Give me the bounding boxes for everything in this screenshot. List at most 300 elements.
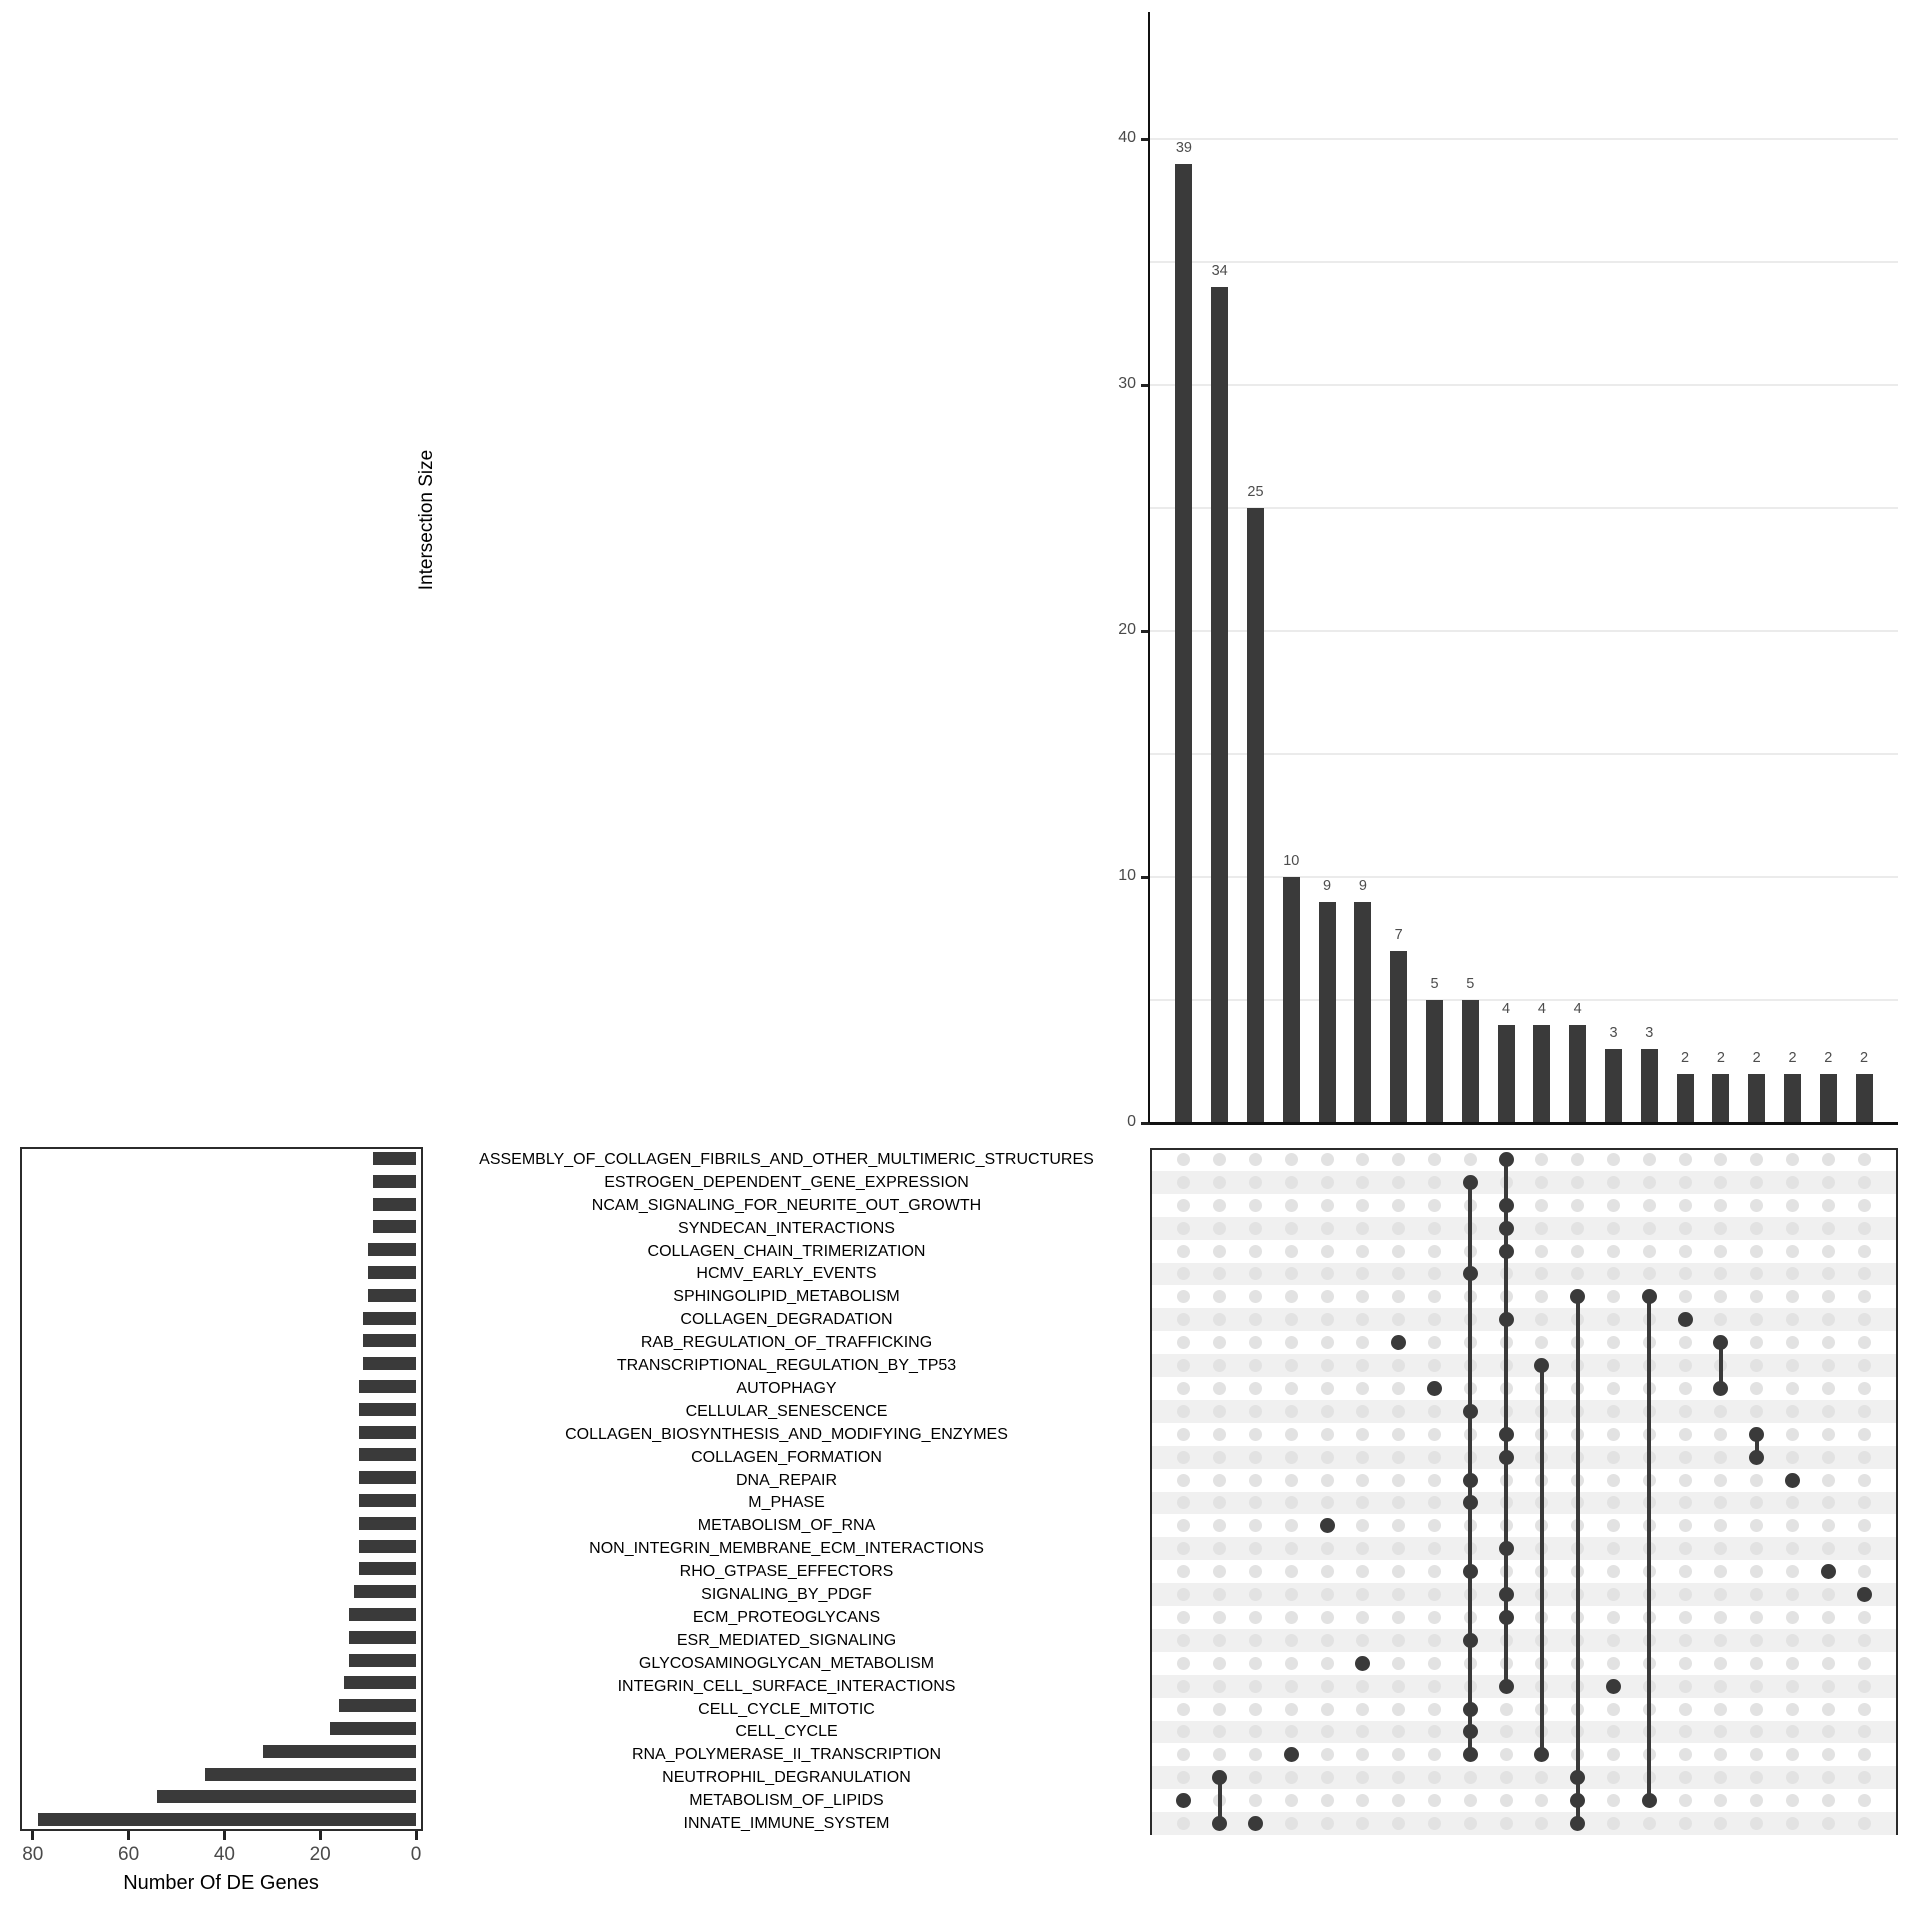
matrix-dot xyxy=(1464,1153,1477,1166)
set-label: METABOLISM_OF_RNA xyxy=(697,1517,876,1535)
matrix-dot xyxy=(1321,1313,1334,1326)
set-label: SPHINGOLIPID_METABOLISM xyxy=(673,1288,900,1306)
matrix-dot xyxy=(1679,1680,1692,1693)
matrix-dot xyxy=(1858,1725,1871,1738)
matrix-dot xyxy=(1249,1382,1262,1395)
set-size-bar xyxy=(38,1813,416,1826)
intersection-bar-value: 9 xyxy=(1358,877,1367,894)
set-size-bar xyxy=(368,1243,416,1256)
matrix-dot xyxy=(1750,1222,1763,1235)
matrix-dot xyxy=(1858,1748,1871,1761)
matrix-dot xyxy=(1822,1405,1835,1418)
set-label: COLLAGEN_FORMATION xyxy=(691,1448,882,1466)
matrix-dot xyxy=(1679,1794,1692,1807)
intersection-bar xyxy=(1354,902,1371,1123)
matrix-dot xyxy=(1356,1680,1369,1693)
matrix-dot xyxy=(1750,1245,1763,1258)
matrix-dot-filled xyxy=(1499,1198,1514,1213)
matrix-dot xyxy=(1679,1267,1692,1280)
matrix-dot xyxy=(1321,1222,1334,1235)
matrix-dot-filled xyxy=(1749,1450,1764,1465)
matrix-dot xyxy=(1428,1588,1441,1601)
set-label: NEUTROPHIL_DEGRANULATION xyxy=(662,1769,911,1787)
matrix-dot xyxy=(1321,1290,1334,1303)
intersection-bar xyxy=(1605,1049,1622,1123)
matrix-dot-filled xyxy=(1248,1816,1263,1831)
matrix-dot xyxy=(1285,1474,1298,1487)
matrix-dot xyxy=(1500,1771,1513,1784)
matrix-dot xyxy=(1213,1451,1226,1464)
matrix-dot xyxy=(1249,1680,1262,1693)
matrix-dot xyxy=(1249,1611,1262,1624)
matrix-dot xyxy=(1392,1405,1405,1418)
matrix-dot xyxy=(1858,1428,1871,1441)
matrix-dot xyxy=(1285,1222,1298,1235)
matrix-dot xyxy=(1356,1451,1369,1464)
matrix-dot xyxy=(1786,1359,1799,1372)
matrix-dot-filled xyxy=(1463,1633,1478,1648)
matrix-dot xyxy=(1679,1703,1692,1716)
matrix-dot xyxy=(1786,1588,1799,1601)
matrix-dot xyxy=(1428,1405,1441,1418)
matrix-dot xyxy=(1822,1542,1835,1555)
matrix-dot xyxy=(1285,1153,1298,1166)
matrix-dot xyxy=(1321,1542,1334,1555)
matrix-dot xyxy=(1321,1405,1334,1418)
matrix-dot-filled xyxy=(1499,1152,1514,1167)
matrix-dot xyxy=(1500,1817,1513,1830)
matrix-dot xyxy=(1177,1703,1190,1716)
matrix-dot xyxy=(1643,1245,1656,1258)
matrix-dot xyxy=(1428,1153,1441,1166)
matrix-dot xyxy=(1249,1451,1262,1464)
set-label: SYNDECAN_INTERACTIONS xyxy=(678,1219,895,1237)
set-size-bar xyxy=(359,1471,416,1484)
matrix-dot xyxy=(1822,1313,1835,1326)
matrix-dot xyxy=(1428,1817,1441,1830)
set-size-bar xyxy=(373,1152,416,1165)
set-label: GLYCOSAMINOGLYCAN_METABOLISM xyxy=(638,1654,935,1672)
matrix-dot xyxy=(1786,1222,1799,1235)
matrix-dot xyxy=(1786,1451,1799,1464)
matrix-dot xyxy=(1679,1817,1692,1830)
matrix-dot xyxy=(1607,1382,1620,1395)
matrix-dot xyxy=(1786,1703,1799,1716)
matrix-dot xyxy=(1643,1222,1656,1235)
matrix-dot xyxy=(1786,1657,1799,1670)
x-axis-tick xyxy=(319,1831,322,1840)
set-size-bar xyxy=(359,1448,416,1461)
intersection-bar-value: 10 xyxy=(1283,853,1300,869)
set-size-bar xyxy=(359,1540,416,1553)
matrix-dot xyxy=(1285,1336,1298,1349)
matrix-dot xyxy=(1213,1428,1226,1441)
matrix-dot xyxy=(1607,1657,1620,1670)
matrix-dot xyxy=(1679,1657,1692,1670)
intersection-bar xyxy=(1856,1074,1873,1123)
matrix-dot-filled xyxy=(1749,1427,1764,1442)
matrix-dot xyxy=(1321,1794,1334,1807)
matrix-dot xyxy=(1177,1451,1190,1464)
y-axis-tick-label: 10 xyxy=(1118,867,1136,884)
matrix-dot xyxy=(1714,1680,1727,1693)
matrix-connector-line xyxy=(1647,1297,1651,1801)
set-label: AUTOPHAGY xyxy=(736,1379,837,1397)
matrix-dot xyxy=(1392,1245,1405,1258)
matrix-dot xyxy=(1822,1245,1835,1258)
matrix-dot xyxy=(1285,1451,1298,1464)
matrix-dot-filled xyxy=(1463,1564,1478,1579)
matrix-dot xyxy=(1679,1405,1692,1418)
matrix-dot xyxy=(1464,1794,1477,1807)
x-axis-tick xyxy=(415,1831,418,1840)
matrix-dot xyxy=(1858,1451,1871,1464)
matrix-dot xyxy=(1571,1199,1584,1212)
y-axis-tick-label: 30 xyxy=(1118,375,1136,392)
set-label: ASSEMBLY_OF_COLLAGEN_FIBRILS_AND_OTHER_MULTIMERIC_STRUCTURES xyxy=(479,1150,1094,1168)
matrix-dot xyxy=(1285,1382,1298,1395)
matrix-dot xyxy=(1679,1771,1692,1784)
matrix-dot xyxy=(1858,1382,1871,1395)
matrix-dot xyxy=(1858,1496,1871,1509)
matrix-dot xyxy=(1321,1634,1334,1647)
set-label: CELL_CYCLE_MITOTIC xyxy=(698,1700,875,1718)
matrix-dot xyxy=(1786,1245,1799,1258)
set-label: NON_INTEGRIN_MEMBRANE_ECM_INTERACTIONS xyxy=(589,1540,984,1558)
matrix-dot-filled xyxy=(1463,1175,1478,1190)
matrix-dot xyxy=(1500,1748,1513,1761)
matrix-dot xyxy=(1786,1680,1799,1693)
matrix-dot xyxy=(1571,1245,1584,1258)
set-size-bar xyxy=(344,1676,416,1689)
matrix-dot xyxy=(1822,1680,1835,1693)
matrix-dot xyxy=(1786,1153,1799,1166)
intersection-bar-value: 2 xyxy=(1788,1049,1797,1066)
matrix-dot xyxy=(1177,1245,1190,1258)
set-size-bar xyxy=(354,1585,416,1598)
matrix-dot xyxy=(1858,1290,1871,1303)
matrix-dot xyxy=(1607,1817,1620,1830)
set-label: NCAM_SIGNALING_FOR_NEURITE_OUT_GROWTH xyxy=(591,1196,982,1214)
matrix-dot xyxy=(1858,1680,1871,1693)
set-label: ESTROGEN_DEPENDENT_GENE_EXPRESSION xyxy=(604,1173,969,1191)
matrix-dot xyxy=(1285,1703,1298,1716)
matrix-dot xyxy=(1858,1153,1871,1166)
matrix-dot xyxy=(1858,1245,1871,1258)
matrix-dot xyxy=(1679,1474,1692,1487)
matrix-dot xyxy=(1285,1657,1298,1670)
set-size-bar xyxy=(359,1562,416,1575)
matrix-dot xyxy=(1213,1703,1226,1716)
matrix-dot xyxy=(1249,1703,1262,1716)
set-size-bar xyxy=(363,1334,416,1347)
intersection-axis-title: Intersection Size xyxy=(416,449,437,591)
matrix-row-stripe xyxy=(1152,1400,1896,1423)
matrix-dot xyxy=(1249,1245,1262,1258)
matrix-dot xyxy=(1679,1222,1692,1235)
y-axis-line xyxy=(1148,12,1150,1123)
matrix-dot xyxy=(1714,1451,1727,1464)
x-axis-tick-label: 80 xyxy=(22,1844,44,1865)
matrix-dot xyxy=(1428,1680,1441,1693)
matrix-dot xyxy=(1321,1496,1334,1509)
matrix-dot xyxy=(1392,1657,1405,1670)
matrix-row-stripe xyxy=(1152,1583,1896,1606)
intersection-bar-value: 2 xyxy=(1860,1049,1869,1066)
matrix-dot xyxy=(1321,1703,1334,1716)
matrix-dot xyxy=(1858,1542,1871,1555)
matrix-dot xyxy=(1679,1565,1692,1578)
set-size-bar xyxy=(359,1380,416,1393)
set-size-bar xyxy=(339,1699,416,1712)
matrix-dot xyxy=(1858,1405,1871,1418)
matrix-dot xyxy=(1285,1359,1298,1372)
matrix-connector-line xyxy=(1504,1159,1508,1686)
matrix-dot xyxy=(1750,1199,1763,1212)
set-label: METABOLISM_OF_LIPIDS xyxy=(689,1792,884,1810)
matrix-dot xyxy=(1249,1474,1262,1487)
x-axis-tick xyxy=(31,1831,34,1840)
matrix-dot xyxy=(1858,1771,1871,1784)
matrix-dot xyxy=(1321,1657,1334,1670)
intersection-bar-value: 2 xyxy=(1716,1049,1725,1066)
set-size-bar xyxy=(359,1517,416,1530)
matrix-dot xyxy=(1858,1267,1871,1280)
matrix-dot xyxy=(1822,1611,1835,1624)
matrix-dot xyxy=(1285,1542,1298,1555)
matrix-dot xyxy=(1213,1474,1226,1487)
set-axis-title: Number Of DE Genes xyxy=(123,1872,319,1894)
matrix-dot xyxy=(1822,1771,1835,1784)
matrix-dot xyxy=(1249,1657,1262,1670)
matrix-dot xyxy=(1392,1474,1405,1487)
intersection-bar xyxy=(1211,287,1228,1123)
matrix-dot xyxy=(1679,1336,1692,1349)
intersection-bar xyxy=(1677,1074,1694,1123)
matrix-dot xyxy=(1428,1657,1441,1670)
matrix-dot xyxy=(1858,1313,1871,1326)
matrix-dot xyxy=(1822,1336,1835,1349)
matrix-dot xyxy=(1607,1405,1620,1418)
matrix-dot xyxy=(1321,1176,1334,1189)
set-label: INTEGRIN_CELL_SURFACE_INTERACTIONS xyxy=(617,1677,956,1695)
matrix-dot xyxy=(1750,1634,1763,1647)
matrix-dot xyxy=(1213,1222,1226,1235)
intersection-bar xyxy=(1533,1025,1550,1123)
matrix-dot xyxy=(1428,1176,1441,1189)
set-size-bar xyxy=(373,1198,416,1211)
matrix-dot xyxy=(1356,1222,1369,1235)
matrix-dot xyxy=(1858,1474,1871,1487)
matrix-dot-filled xyxy=(1463,1404,1478,1419)
matrix-dot xyxy=(1822,1359,1835,1372)
matrix-dot xyxy=(1858,1794,1871,1807)
set-size-bar xyxy=(363,1357,416,1370)
x-axis-line xyxy=(1150,1122,1898,1125)
matrix-dot-filled xyxy=(1499,1221,1514,1236)
matrix-dot xyxy=(1607,1153,1620,1166)
matrix-dot xyxy=(1858,1519,1871,1532)
matrix-dot xyxy=(1858,1176,1871,1189)
matrix-dot xyxy=(1714,1222,1727,1235)
set-label: CELLULAR_SENESCENCE xyxy=(685,1402,888,1420)
matrix-dot xyxy=(1392,1199,1405,1212)
matrix-dot xyxy=(1822,1451,1835,1464)
matrix-dot xyxy=(1249,1153,1262,1166)
matrix-dot xyxy=(1750,1176,1763,1189)
matrix-dot xyxy=(1822,1474,1835,1487)
set-label: COLLAGEN_BIOSYNTHESIS_AND_MODIFYING_ENZYMES xyxy=(565,1425,1008,1443)
intersection-bar xyxy=(1498,1025,1515,1123)
set-size-bar xyxy=(330,1722,416,1735)
set-size-bar xyxy=(359,1494,416,1507)
gridline xyxy=(1150,384,1898,386)
matrix-dot xyxy=(1213,1405,1226,1418)
matrix-dot xyxy=(1822,1634,1835,1647)
matrix-dot xyxy=(1822,1657,1835,1670)
matrix-dot xyxy=(1679,1451,1692,1464)
matrix-dot xyxy=(1858,1199,1871,1212)
set-size-bar xyxy=(349,1608,416,1621)
matrix-dot xyxy=(1392,1680,1405,1693)
matrix-row-stripe xyxy=(1152,1446,1896,1469)
matrix-dot xyxy=(1822,1428,1835,1441)
intersection-bar xyxy=(1247,508,1264,1123)
matrix-dot xyxy=(1177,1222,1190,1235)
matrix-dot xyxy=(1321,1382,1334,1395)
matrix-dot xyxy=(1822,1153,1835,1166)
matrix-dot xyxy=(1285,1176,1298,1189)
matrix-dot xyxy=(1679,1611,1692,1624)
matrix-dot-filled xyxy=(1499,1450,1514,1465)
matrix-dot xyxy=(1607,1474,1620,1487)
matrix-dot xyxy=(1356,1703,1369,1716)
intersection-bar xyxy=(1426,1000,1443,1123)
matrix-dot xyxy=(1321,1725,1334,1738)
matrix-dot xyxy=(1321,1451,1334,1464)
intersection-bar xyxy=(1319,902,1336,1123)
x-axis-tick xyxy=(223,1831,226,1840)
matrix-dot xyxy=(1858,1359,1871,1372)
matrix-dot xyxy=(1249,1428,1262,1441)
set-label: HCMV_EARLY_EVENTS xyxy=(696,1265,877,1283)
matrix-dot xyxy=(1321,1267,1334,1280)
intersection-bar xyxy=(1712,1074,1729,1123)
matrix-dot xyxy=(1213,1634,1226,1647)
matrix-dot xyxy=(1822,1817,1835,1830)
matrix-row-stripe xyxy=(1152,1308,1896,1331)
intersection-bar-value: 7 xyxy=(1394,926,1403,943)
matrix-dot xyxy=(1679,1176,1692,1189)
matrix-dot xyxy=(1285,1817,1298,1830)
matrix-connector-line xyxy=(1576,1297,1580,1824)
matrix-dot xyxy=(1213,1199,1226,1212)
x-axis-tick-label: 40 xyxy=(213,1844,235,1865)
matrix-dot xyxy=(1679,1519,1692,1532)
matrix-dot xyxy=(1643,1176,1656,1189)
matrix-dot xyxy=(1679,1634,1692,1647)
intersection-bar-value: 5 xyxy=(1430,976,1439,992)
matrix-dot xyxy=(1786,1176,1799,1189)
set-label: M_PHASE xyxy=(748,1494,825,1512)
intersection-bar-value: 2 xyxy=(1681,1049,1690,1066)
set-label: COLLAGEN_CHAIN_TRIMERIZATION xyxy=(647,1242,926,1260)
matrix-dot xyxy=(1750,1680,1763,1693)
matrix-dot xyxy=(1679,1725,1692,1738)
matrix-dot xyxy=(1750,1474,1763,1487)
intersection-bar xyxy=(1748,1074,1765,1123)
set-label: SIGNALING_BY_PDGF xyxy=(701,1586,872,1604)
matrix-dot xyxy=(1858,1611,1871,1624)
matrix-dot xyxy=(1321,1359,1334,1372)
matrix-dot xyxy=(1679,1245,1692,1258)
set-label: ESR_MEDIATED_SIGNALING xyxy=(676,1631,897,1649)
matrix-dot xyxy=(1428,1703,1441,1716)
y-axis-tick-label: 20 xyxy=(1118,621,1136,638)
matrix-dot xyxy=(1392,1176,1405,1189)
intersection-bar xyxy=(1390,951,1407,1123)
matrix-dot xyxy=(1392,1428,1405,1441)
matrix-dot xyxy=(1822,1176,1835,1189)
matrix-dot-filled xyxy=(1606,1679,1621,1694)
matrix-row-stripe xyxy=(1152,1721,1896,1744)
matrix-dot xyxy=(1607,1359,1620,1372)
set-label: RHO_GTPASE_EFFECTORS xyxy=(679,1563,894,1581)
matrix-dot xyxy=(1285,1611,1298,1624)
matrix-dot xyxy=(1285,1313,1298,1326)
matrix-dot-filled xyxy=(1427,1381,1442,1396)
matrix-row-stripe xyxy=(1152,1263,1896,1286)
matrix-dot xyxy=(1679,1199,1692,1212)
intersection-bar xyxy=(1283,877,1300,1123)
set-label: COLLAGEN_DEGRADATION xyxy=(680,1311,893,1329)
matrix-dot xyxy=(1428,1451,1441,1464)
matrix-dot xyxy=(1464,1771,1477,1784)
matrix-dot xyxy=(1321,1680,1334,1693)
matrix-dot-filled xyxy=(1785,1473,1800,1488)
matrix-dot xyxy=(1607,1245,1620,1258)
matrix-dot xyxy=(1750,1703,1763,1716)
matrix-dot xyxy=(1428,1611,1441,1624)
intersection-bar-value: 4 xyxy=(1573,1000,1582,1017)
matrix-dot xyxy=(1213,1176,1226,1189)
matrix-dot xyxy=(1249,1359,1262,1372)
y-axis-tick-label: 40 xyxy=(1118,129,1136,146)
matrix-dot xyxy=(1285,1428,1298,1441)
matrix-dot xyxy=(1858,1222,1871,1235)
matrix-dot xyxy=(1321,1153,1334,1166)
matrix-row-stripe xyxy=(1152,1766,1896,1789)
matrix-dot xyxy=(1428,1222,1441,1235)
matrix-dot xyxy=(1285,1199,1298,1212)
matrix-dot xyxy=(1285,1680,1298,1693)
intersection-bar-value: 5 xyxy=(1466,976,1475,992)
matrix-dot xyxy=(1714,1474,1727,1487)
matrix-dot xyxy=(1643,1817,1656,1830)
matrix-dot xyxy=(1321,1588,1334,1601)
matrix-dot xyxy=(1249,1588,1262,1601)
intersection-bar xyxy=(1462,1000,1479,1123)
set-label: DNA_REPAIR xyxy=(735,1471,838,1489)
matrix-row-stripe xyxy=(1152,1217,1896,1240)
set-label: RNA_POLYMERASE_II_TRANSCRIPTION xyxy=(631,1746,942,1764)
matrix-dot xyxy=(1822,1199,1835,1212)
matrix-dot-filled xyxy=(1821,1564,1836,1579)
intersection-bar xyxy=(1641,1049,1658,1123)
matrix-dot xyxy=(1607,1428,1620,1441)
matrix-dot xyxy=(1213,1680,1226,1693)
matrix-dot xyxy=(1679,1382,1692,1395)
